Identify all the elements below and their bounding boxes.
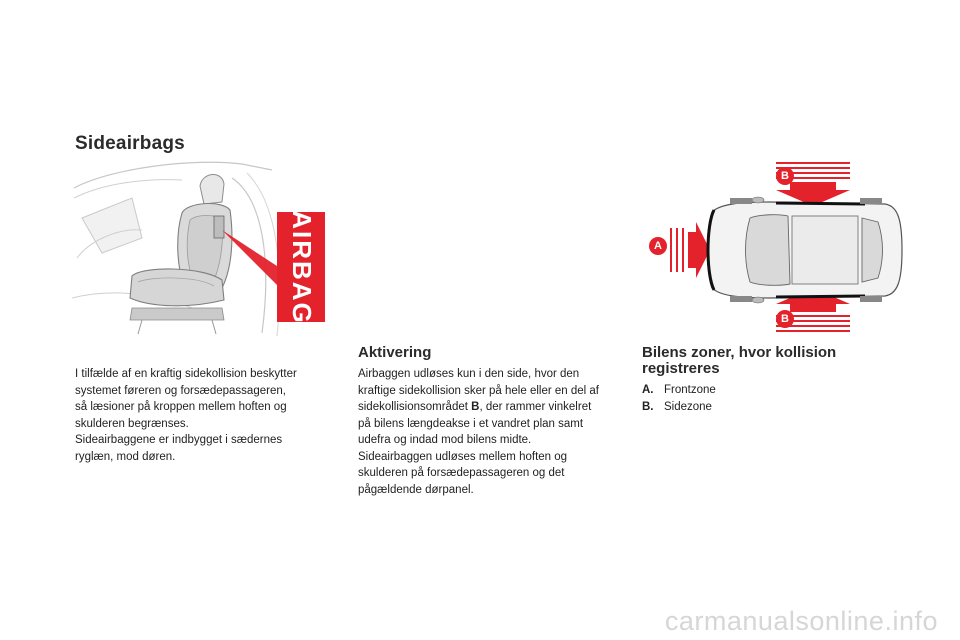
car-zones-diagram [640,160,910,335]
activation-text [358,366,633,498]
airbag-badge-text: AIRBAG [286,209,317,325]
activation-text-part2: , der rammer vinkelret på bilens længdeakse i et vandret plan samt udefra og indad mod bilens midte. Sideairbaggen udløses mellem hoften og skulderen på forsædepassageren og det pågældende dørpanel. [358,401,592,496]
zone-b-top-letter: B [781,170,789,182]
list-item [642,382,716,399]
zone-key: B. [642,401,654,413]
zones-heading [642,345,902,377]
intro-text: I tilfælde af en kraftig sidekollision beskytter systemet føreren og forsædepassageren, så læsioner på kroppen mellem hoften og skulderen begrænses. Sideairbaggene er indbygget i sædernes ryglæn, mod døren. [75,368,297,463]
list-item [642,399,716,416]
zone-b-bottom-letter: B [781,313,789,325]
footer-watermark: carmanualsonline.info [664,606,938,636]
zones-heading-line1: Bilens zoner, hvor kollision [642,344,837,361]
zones-heading-line2: registreres [642,360,720,377]
car-top-view [640,160,910,335]
zone-label: Frontzone [664,384,716,396]
activation-heading: Aktivering [358,344,432,361]
zone-a-letter: A [654,240,662,252]
zone-a-marker [649,237,667,255]
activation-text-bold: B [471,401,480,413]
zone-b-bottom-marker [776,310,794,328]
zone-b-top-marker [776,167,794,185]
zones-list [642,382,716,416]
airbag-badge [277,209,325,325]
zone-key: A. [642,384,654,396]
page-title: Sideairbags [75,133,185,154]
activation-text-part1: Airbaggen udløses kun i den side, hvor den kraftige sidekollision sker på hele eller en del af sidekollisionsområdet [358,368,599,413]
zone-label: Sidezone [664,401,712,413]
